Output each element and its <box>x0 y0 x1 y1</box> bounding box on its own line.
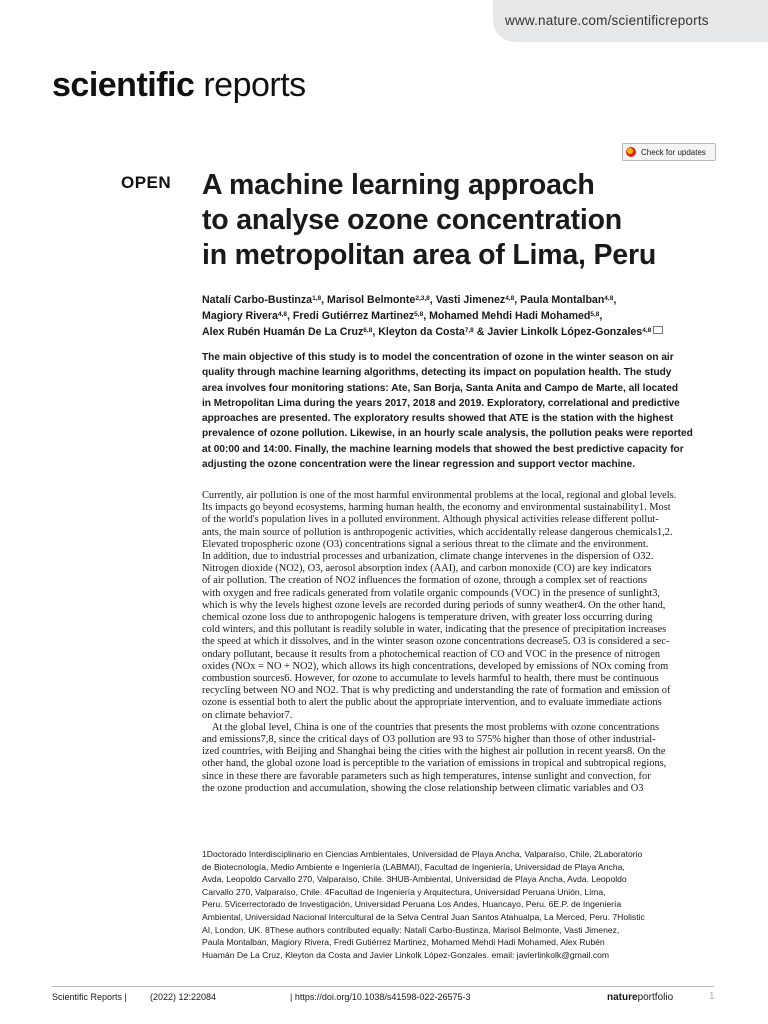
footnote-line: de Biotecnología, Medio Ambiente e Ingeniería (LABMAI), Facultad de Ingeniería, Universidad de Playa Ancha, <box>202 861 625 872</box>
footnote-line: Avda. Leopoldo Carvallo 270, Valparaíso, Chile. 3HUB-Ambiental, Universidad de Playa Ancha, Avda. Leopoldo <box>202 874 627 885</box>
author-name[interactable]: Natalí Carbo-Bustinza <box>202 294 313 306</box>
author-name[interactable]: Javier Linkolk López-Gonzales <box>487 326 643 338</box>
abstract-line: in Metropolitan Lima during the years 2017, 2018 and 2019. Exploratory, correlational and predictive <box>202 397 680 409</box>
article-title <box>202 168 732 273</box>
footnote-line: Huamán De La Cruz, Kleyton da Costa and Javier Linkolk López-Gonzales. email: javierlinkolk@gmail.com <box>202 949 610 960</box>
author-affiliation: 2,3,8 <box>415 295 430 302</box>
author-name[interactable]: Marisol Belmonte <box>327 294 416 306</box>
author-affiliation: 7,8 <box>464 327 474 334</box>
footer-doi-link[interactable]: | https://doi.org/10.1038/s41598-022-26575-3 <box>290 992 471 1002</box>
abstract-line: quality through machine learning algorithms, detecting its impact on population health. The study <box>202 367 672 379</box>
abstract <box>202 350 722 472</box>
abstract-line: adjusting the ozone concentration were the linear regression and support vector machine. <box>202 459 635 471</box>
author-affiliation: 4,8 <box>277 311 287 318</box>
journal-name-bold: scientific <box>52 66 195 104</box>
crossmark-icon <box>626 147 636 157</box>
body-line: which is why the levels highest ozone levels are recorded during periods of sunny weather4. On the other hand, <box>202 599 666 611</box>
body-line: Its impacts go beyond ecosystems, harming human health, the economy and environmental sustainability1. Most <box>202 502 671 514</box>
author-line <box>202 292 722 308</box>
journal-logo <box>52 66 306 105</box>
author-affiliation: 6,8 <box>363 327 373 334</box>
body-line: Elevated tropospheric ozone (O3) concentrations signal a serious threat to the climate and the environment. <box>202 538 649 550</box>
author-name[interactable]: Alex Rubén Huamán De La Cruz <box>202 326 364 338</box>
body-line: the ozone production and accumulation, showing the close relationship between climatic variables and O3 <box>202 782 644 794</box>
body-text <box>202 490 716 795</box>
author-affiliation: 4,8 <box>604 295 614 302</box>
author-name[interactable]: Mohamed Mehdi Hadi Mohamed <box>429 310 591 322</box>
author-name[interactable]: Fredi Gutiérrez Martinez <box>292 310 415 322</box>
author-separator: , <box>423 310 430 322</box>
footnote-line: 1Doctorado Interdisciplinario en Ciencias Ambientales, Universidad de Playa Ancha, Valparaíso, Chile. 2Laboratorio <box>202 849 643 859</box>
body-line: since in these there are favorable parameters such as high temperatures, intense sunlight and convection, for <box>202 770 651 782</box>
author-line <box>202 324 722 340</box>
abstract-line: area involves four monitoring stations: Ate, San Borja, Santa Anita and Campo de Marte, all located <box>202 382 678 394</box>
journal-url-tab <box>493 0 768 42</box>
author-separator: , <box>321 294 328 306</box>
footnote-line: Ambiental, Universidad Nacional Intercultural de la Selva Central Juan Santos Atahualpa, La Merced, Peru. 7Holistic <box>202 911 645 922</box>
journal-url[interactable]: www.nature.com/scientificreports <box>505 13 709 28</box>
body-line: on climate behavior7. <box>202 709 293 721</box>
footnote-line: Paula Montalban, Magiory Rivera, Fredi Gutiérrez Martinez, Mohamed Mehdi Hadi Mohamed, Alex Rubén <box>202 937 605 948</box>
body-line: of the world's population lives in a polluted environment. Although physical activities release different pollut- <box>202 514 659 526</box>
body-line: ized countries, with Beijing and Shanghai being the cities with the highest air pollution in recent years8. On the <box>202 746 666 758</box>
body-line: Nitrogen dioxide (NO2), O3, aerosol absorption index (AAI), and carbon monoxide (CO) are key indicators <box>202 563 652 575</box>
body-line: of air pollution. The creation of NO2 influences the formation of ozone, through a complex set of reactions <box>202 575 648 587</box>
body-line: At the global level, China is one of the countries that presents the most problems with ozone concentrations <box>202 721 660 733</box>
page-number: 1 <box>709 991 715 1002</box>
body-line: other hand, the global ozone load is perceptible to the variation of emissions in tropical and subtropical regions, <box>202 758 667 770</box>
author-name[interactable]: Vasti Jimenez <box>435 294 506 306</box>
title-line: in metropolitan area of Lima, Peru <box>202 239 657 271</box>
affiliation-footnotes <box>202 848 716 961</box>
footnote-line: Carvallo 270, Valparaíso, Chile. 4Facultad de Ingeniería y Arquitectura, Universidad Peruana Unión, Lima, <box>202 886 606 897</box>
footer-citation: (2022) 12:22084 <box>150 992 217 1002</box>
abstract-line: approaches are presented. The exploratory results showed that ATE is the station with the highest <box>202 413 674 425</box>
body-line: oxides (NOx = NO + NO2), which allows its high concentrations, developed by emissions of NOx coming from <box>202 660 669 672</box>
body-line: ondary pollutant, because it results from a photochemical reaction of CO and VOC in the presence of nitrogen <box>202 648 661 660</box>
body-line: and emissions7,8, since the critical days of O3 pollution are 93 to 575% higher than those of other industrial- <box>202 734 656 746</box>
author-name[interactable]: Magiory Rivera <box>202 310 278 322</box>
title-line: A machine learning approach <box>202 169 595 201</box>
body-line: with oxygen and free radicals generated from volatile organic compounds (VOC) in the presence of sunlight3, <box>202 587 661 599</box>
journal-name-light: reports <box>194 66 306 104</box>
author-separator: , <box>514 294 521 306</box>
body-line: chemical ozone loss due to anthropogenic halogens is temperature driven, with greater loss occurring during <box>202 612 653 624</box>
publisher-light: portfolio <box>637 992 674 1003</box>
body-line: the speed at which it dissolves, and in the winter season ozone concentrations decrease5. O3 is considered a sec- <box>202 636 670 648</box>
body-line: Currently, air pollution is one of the most harmful environmental problems at the local, regional and global levels. <box>202 490 677 501</box>
author-separator: , <box>287 310 293 322</box>
author-separator: , <box>599 310 603 322</box>
check-for-updates-button[interactable] <box>622 143 716 161</box>
nature-portfolio-logo <box>607 992 673 1003</box>
body-line: recycling between NO and NO2. That is why predicting and understanding the rate of formation and emission of <box>202 685 671 697</box>
footnote-line: AI, London, UK. 8These authors contributed equally: Natalí Carbo-Bustinza, Marisol Belmonte, Vasti Jimenez, <box>202 924 620 935</box>
title-line: to analyse ozone concentration <box>202 204 622 236</box>
author-name[interactable]: Kleyton da Costa <box>378 326 465 338</box>
footer-journal: Scientific Reports | <box>52 992 127 1002</box>
footnote-line: Peru. 5Vicerrectorado de Investigación, Universidad Peruana Los Andes, Huancayo, Peru. 6E.P. de Ingeniería <box>202 899 622 910</box>
author-separator: , <box>372 326 379 338</box>
author-line <box>202 308 722 324</box>
footer-divider <box>52 986 714 987</box>
author-affiliation: 1,8 <box>312 295 322 302</box>
open-access-label: OPEN <box>121 173 172 192</box>
abstract-line: The main objective of this study is to model the concentration of ozone in the winter season on air <box>202 352 674 363</box>
publisher-bold: nature <box>607 992 638 1003</box>
body-line: cold winters, and this pollutant is readily soluble in water, indicating that the presence of precipitation increases <box>202 624 667 636</box>
abstract-line: prevalence of ozone pollution. Likewise, in an hourly scale analysis, the pollution peaks were reported <box>202 428 693 440</box>
author-affiliation: 4,8 <box>642 327 652 334</box>
abstract-line: at 00:00 and 14:00. Finally, the machine learning models that showed the best predictive capacity for <box>202 443 684 455</box>
check-for-updates-label: Check for updates <box>641 147 706 157</box>
author-affiliation: 5,8 <box>590 311 600 318</box>
author-separator: , <box>613 294 617 306</box>
author-affiliation: 4,8 <box>505 295 515 302</box>
author-list <box>202 292 722 340</box>
envelope-icon[interactable] <box>653 326 663 334</box>
body-line: ants, the main source of pollution is anthropogenic activities, which accidentally release dangerous chemicals1,2. <box>202 526 673 538</box>
author-separator: , <box>429 294 436 306</box>
author-separator: & <box>473 326 488 338</box>
author-name[interactable]: Paula Montalban <box>520 294 605 306</box>
body-line: In addition, due to industrial processes and urbanization, climate change intervenes in the dispersion of O32. <box>202 551 654 563</box>
author-affiliation: 5,8 <box>414 311 424 318</box>
body-line: ozone is essential both to alert the public about the appropriate intervention, and to evaluate immediate actions <box>202 697 662 709</box>
body-line: combustion sources6. However, for ozone to accumulate to levels harmful to health, there must be continuous <box>202 673 659 685</box>
